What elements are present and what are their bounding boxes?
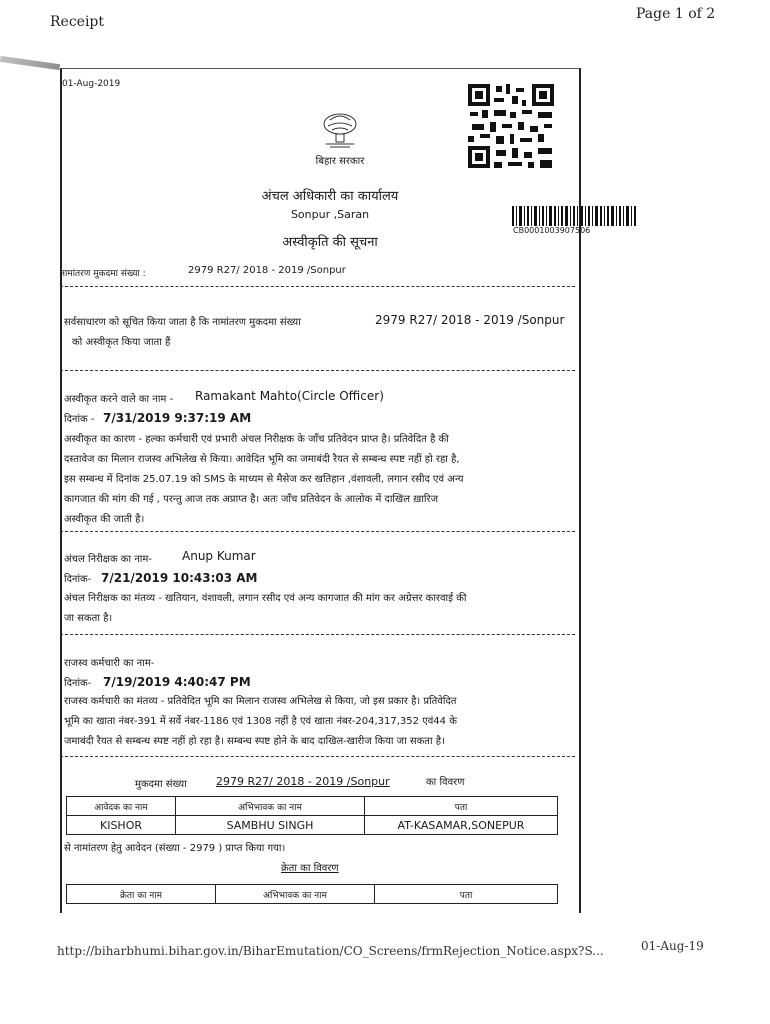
divider xyxy=(60,634,575,635)
reason-line: कागजात की मांग की गई , परन्तु आज तक अप्राप्त है। अतः जाँच प्रतिवेदन के आलोक में दाखिल ख़ारिज xyxy=(64,494,439,505)
reason-line: अस्वीकृत का कारण - हल्का कर्मचारी एवं प्रभारी अंचल निरीक्षक के जाँच प्रतिवेदन प्राप्त है। प्रतिवेदित है की xyxy=(64,434,449,445)
table-header: पता xyxy=(365,797,558,816)
office-title: अंचल अधिकारी का कार्यालय xyxy=(261,189,399,204)
scan-streak xyxy=(0,56,60,70)
table-row xyxy=(67,816,558,835)
divider xyxy=(60,531,575,532)
issue-date: 01-Aug-2019 xyxy=(62,79,121,89)
divider xyxy=(60,370,575,371)
qr-code-icon xyxy=(466,82,556,170)
buyer-table xyxy=(66,884,558,904)
intro-text-2: को अस्वीकृत किया जाता हैं xyxy=(72,337,171,348)
address: AT-KASAMAR,SONEPUR xyxy=(365,816,558,835)
rejecter-date: 7/31/2019 9:37:19 AM xyxy=(103,411,252,425)
guardian-name: SAMBHU SINGH xyxy=(176,816,365,835)
footer-url: http://biharbhumi.bihar.gov.in/BiharEmutation/CO_Screens/frmRejection_Notice.aspx?S... xyxy=(57,944,604,958)
karmachari-label: राजस्व कर्मचारी का नाम- xyxy=(64,658,155,669)
page-number: Page 1 of 2 xyxy=(636,6,716,22)
applicant-table xyxy=(66,796,558,835)
bodhi-tree-emblem-icon xyxy=(312,110,368,150)
reason-line: अस्वीकृत की जाती है। xyxy=(64,514,145,525)
case-label: मुकदमा संख्या xyxy=(135,779,187,790)
divider xyxy=(60,286,575,287)
karmachari-remark-line: राजस्व कर्मचारी का मंतव्य - प्रतिवेदित भूमि का मिलान राजस्व अभिलेख से किया, जो इस प्रकार है। प्रतिवेदित xyxy=(64,696,457,707)
table-header: क्रेता का नाम xyxy=(67,885,216,904)
karmachari-remark-line: जमाबंदी रैयत से सम्बन्ध स्पष्ट नहीं हो रहा है। सम्बन्ध स्पष्ट होने के बाद दाखिल-खारीज किया जा सकता है। xyxy=(64,736,445,747)
karmachari-remark-line: भूमि का खाता नंबर-391 में सर्वे नंबर-1186 एवं 1308 नहीं है एवं खाता नंबर-204,317,352 एवं44 के xyxy=(64,716,457,727)
karmachari-date-label: दिनांक- xyxy=(64,678,92,689)
table-header: अभिभावक का नाम xyxy=(176,797,365,816)
inspector-remark-line: अंचल निरीक्षक का मंतव्य - खतियान, वंशावली, लगान रसीद एवं अन्य कागजात की मांग कर अग्रेत्तर कारवाई की xyxy=(64,593,467,604)
mutation-number: 2979 R27/ 2018 - 2019 /Sonpur xyxy=(188,265,346,276)
table-header: पता xyxy=(375,885,558,904)
rejecter-name: Ramakant Mahto(Circle Officer) xyxy=(195,389,384,403)
divider xyxy=(60,756,575,757)
intro-case-number: 2979 R27/ 2018 - 2019 /Sonpur xyxy=(375,313,565,327)
buyer-title: क्रेता का विवरण xyxy=(281,863,339,874)
table-header-row xyxy=(67,797,558,816)
table-header: आवेदक का नाम xyxy=(67,797,176,816)
footer-date: 01-Aug-19 xyxy=(641,939,704,953)
reason-line: इस सम्बन्ध में दिनांक 25.07.19 को SMS के माध्यम से मैसेज कर खतिहान ,वंशावली, लगान रसीद एवं अन्य xyxy=(64,474,464,485)
government-label: बिहार सरकार xyxy=(315,156,365,167)
inspector-name: Anup Kumar xyxy=(182,549,256,563)
mutation-label: नामांतरण मुकदमा संख्या : xyxy=(60,269,146,279)
barcode-number: CB0001003907506 xyxy=(513,226,591,235)
rejecter-date-label: दिनांक - xyxy=(64,414,95,425)
office-place: Sonpur ,Saran xyxy=(290,208,370,221)
rejecter-label: अस्वीकृत करने वाले का नाम - xyxy=(64,394,174,405)
inspector-label: अंचल निरीक्षक का नाम- xyxy=(64,554,152,565)
applicant-name: KISHOR xyxy=(67,816,176,835)
inspector-remark-line: जा सकता है। xyxy=(64,613,113,624)
notice-title: अस्वीकृति की सूचना xyxy=(282,235,378,250)
intro-text: सर्वसाधारण को सूचित किया जाता है कि नामांतरण मुकदमा संख्या xyxy=(64,317,301,328)
table-header-row xyxy=(67,885,558,904)
inspector-date-label: दिनांक- xyxy=(64,574,92,585)
receipt-header: Receipt xyxy=(50,14,105,30)
table-header: अभिभावक का नाम xyxy=(216,885,375,904)
case-number: 2979 R27/ 2018 - 2019 /Sonpur xyxy=(216,775,390,788)
application-note: से नामांतरण हेतु आवेदन (संख्या - 2979 ) प्राप्त किया गया। xyxy=(64,843,286,854)
reason-line: दस्तावेज का मिलान राजस्व अभिलेख से किया। आवेदित भूमि का जमाबंदी रैयत से सम्बन्ध स्पष्ट नहीं हो रहा है, xyxy=(64,454,460,465)
case-suffix: का विवरण xyxy=(426,777,465,788)
karmachari-date: 7/19/2019 4:40:47 PM xyxy=(103,675,251,689)
inspector-date: 7/21/2019 10:43:03 AM xyxy=(101,571,258,585)
barcode-icon xyxy=(512,206,638,226)
